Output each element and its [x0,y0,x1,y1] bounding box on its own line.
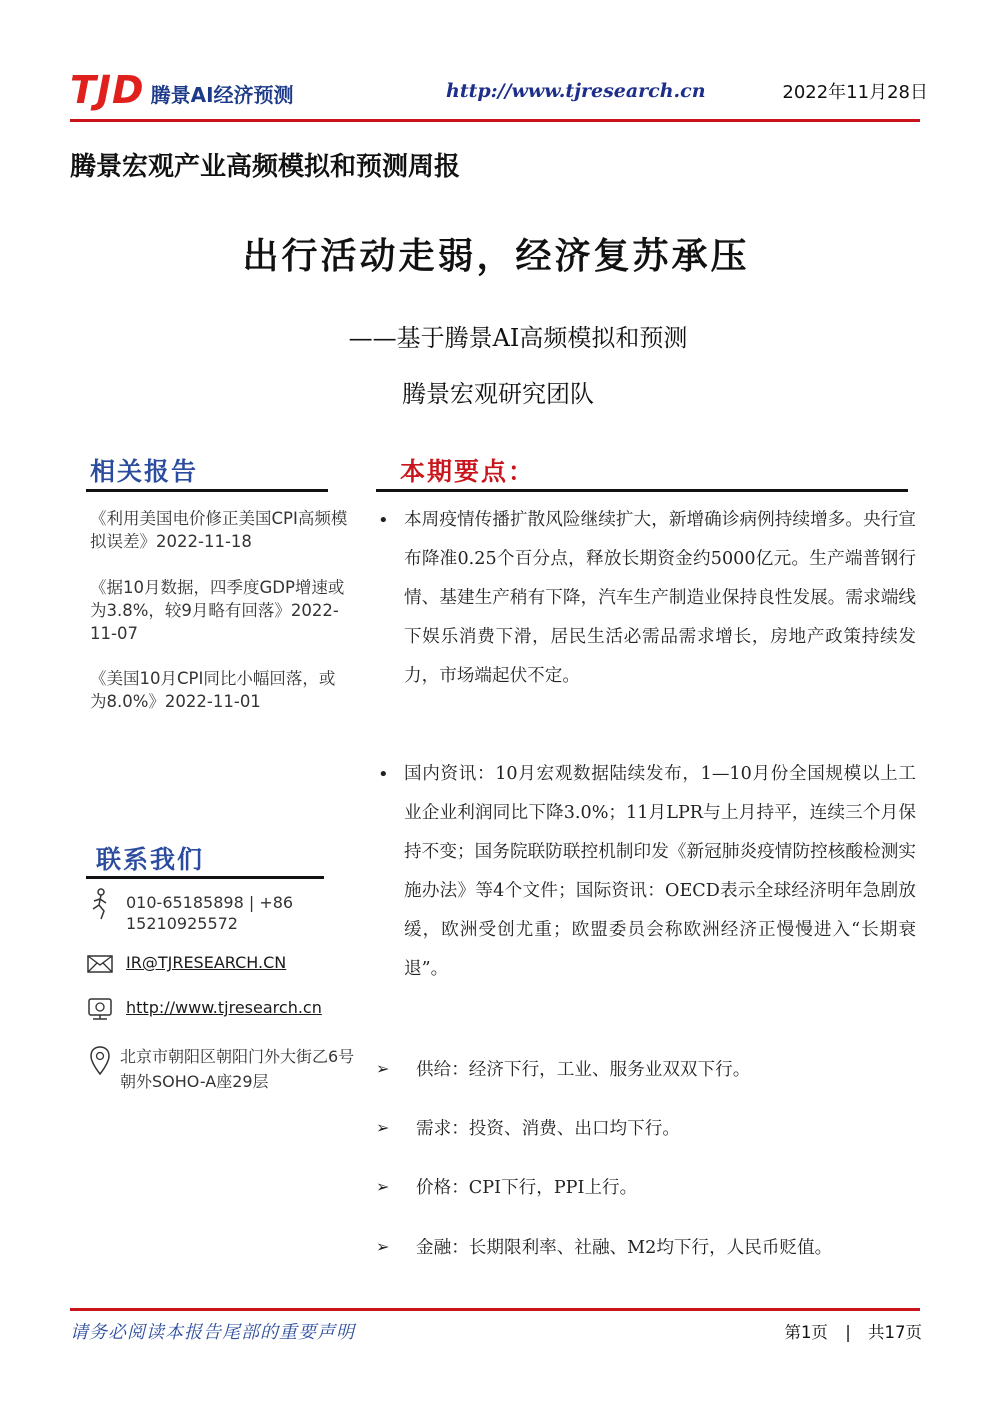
highlight-bullet-text: 国内资讯：10月宏观数据陆续发布，1—10月份全国规模以上工业企业利润同比下降3.0%；11月LPR与上月持平，连续三个月保持不变；国务院联防联控机制印发《新冠肺炎疫情防控核酸检测实施办法》等4个文件；国际资讯：OECD表示全球经济明年急剧放缓，欧洲受创尤重；欧盟委员会称欧洲经济正慢慢进入“长期衰退”。 [404,764,916,979]
main-title: 出行活动走弱，经济复苏承压 [242,235,750,277]
mail-icon [86,952,114,976]
contact-heading: 联系我们 [96,845,205,874]
highlights-divider [376,489,908,492]
highlight-price [376,1174,637,1199]
footer-notice: 请务必阅读本报告尾部的重要声明 [70,1322,355,1343]
web-icon [86,997,114,1021]
arrow-bullet-icon: ➢ [376,1118,390,1137]
footer-divider [70,1308,920,1311]
highlight-supply [376,1056,750,1081]
contact-address: 北京市朝阳区朝阳门外大街乙6号朝外SOHO-A座29层 [120,1047,355,1091]
logo-mark: TJD [70,68,145,112]
contact-phone-row [86,892,306,934]
page-number: 第1页 [784,1323,828,1342]
contact-website-row [86,997,322,1021]
header-url-link[interactable]: http://www.tjresearch.cn [446,80,706,102]
arrow-bullet-icon: ➢ [376,1177,390,1196]
bullet-dot-icon: • [378,510,389,531]
highlight-demand-text: 需求：投资、消费、出口均下行。 [416,1119,680,1139]
related-divider [86,489,328,492]
brand-logo [70,68,294,112]
highlights-heading: 本期要点： [400,457,536,486]
phone-icon [86,892,114,916]
related-report-2[interactable]: 《据10月数据，四季度GDP增速或为3.8%，较9月略有回落》2022-11-07 [90,578,345,643]
highlight-demand [376,1115,680,1140]
page-total: 共17页 [868,1323,922,1342]
page-separator: | [845,1323,851,1342]
highlight-bullet-1 [376,501,916,696]
contact-phone: 010-65185898 | +86 15210925572 [126,893,294,933]
arrow-bullet-icon: ➢ [376,1059,390,1078]
contact-email-row [86,952,286,976]
highlight-supply-text: 供给：经济下行，工业、服务业双双下行。 [416,1060,751,1080]
highlight-price-text: 价格：CPI下行，PPI上行。 [416,1178,638,1198]
highlight-bullet-2 [376,755,916,989]
report-series-title: 腾景宏观产业高频模拟和预测周报 [70,152,461,182]
contact-website-link[interactable]: http://www.tjresearch.cn [126,998,322,1017]
report-date: 2022年11月28日 [782,82,928,103]
related-report-3[interactable]: 《美国10月CPI同比小幅回落，或为8.0%》2022-11-01 [90,669,336,711]
research-team: 腾景宏观研究团队 [402,380,594,408]
subtitle: ——基于腾景AI高频模拟和预测 [348,324,688,352]
arrow-bullet-icon: ➢ [376,1237,390,1256]
contact-address-row [86,1044,360,1094]
contact-email-link[interactable]: IR@TJRESEARCH.CN [126,953,287,972]
highlight-bullet-text: 本周疫情传播扩散风险继续扩大，新增确诊病例持续增多。央行宣布降准0.25个百分点，释放长期资金约5000亿元。生产端普钢行情、基建生产稍有下降，汽车生产制造业保持良性发展。需求端线下娱乐消费下滑，居民生活必需品需求增长，房地产政策持续发力，市场端起伏不定。 [404,510,916,686]
bullet-dot-icon: • [378,764,389,785]
related-report-1[interactable]: 《利用美国电价修正美国CPI高频模拟误差》2022-11-18 [90,509,348,551]
highlight-finance [376,1234,832,1259]
contact-divider [86,876,324,879]
footer-pagination [784,1319,922,1343]
header-divider [70,119,920,122]
location-pin-icon [86,1044,114,1078]
logo-name: 腾景AI经济预测 [150,82,294,107]
highlight-finance-text: 金融：长期限利率、社融、M2均下行，人民币贬值。 [416,1238,833,1258]
related-reports-heading: 相关报告 [90,457,199,486]
